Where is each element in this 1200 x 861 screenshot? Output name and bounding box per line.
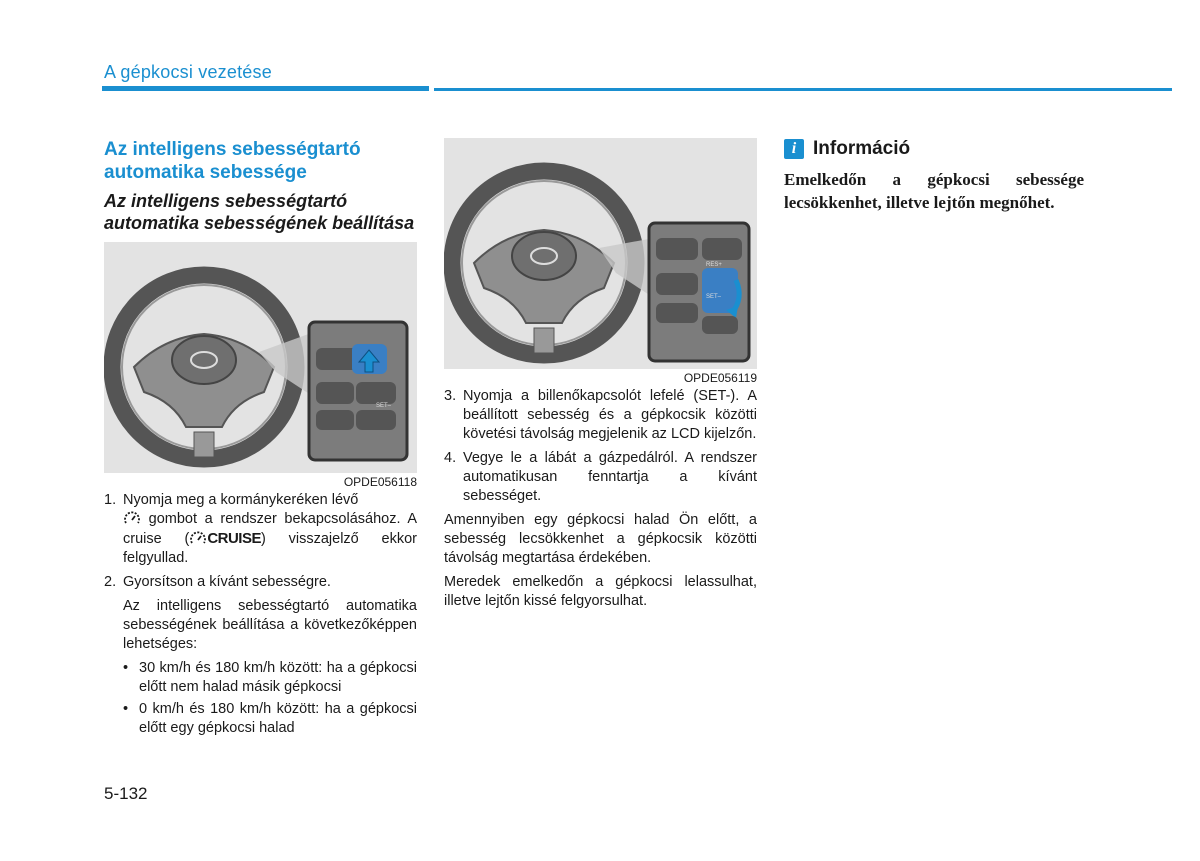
step-1-text-a: Nyomja meg a kormánykeréken lévő [123,492,359,508]
column-left [104,138,417,741]
header-rule-thin [434,88,1172,91]
step-2 [104,573,417,592]
set-label: SET– [376,403,392,409]
step-4 [444,449,757,506]
bullet-text: 0 km/h és 180 km/h között: ha a gépkocsi előtt egy gépkocsi halad [139,701,417,736]
bullet-item [123,700,417,738]
paragraph: Amennyiben egy gépkocsi halad Ön előtt, a sebesség lecsökkenhet a gépkocsik közötti távolság megtartása érdekében. [444,512,757,566]
step-1 [104,491,417,568]
step-2-paragraph: Az intelligens sebességtartó automatika sebességének beállítása a következőképpen lehetséges: [123,598,417,652]
bullet-item [123,659,417,697]
steering-wheel-figure-2 [444,138,757,369]
bullet-mark: • [123,701,129,717]
step-3-text: Nyomja a billenőkapcsolót lefelé (SET-). A beállított sebesség és a gépkocsik közötti követési távolság megjelenik az LCD kijelzőn. [463,388,757,442]
section-title: Az intelligens sebességtartó automatika sebessége [104,139,361,183]
column-right [784,138,1084,214]
step-number: 4. [444,450,457,466]
figure-code: OPDE056119 [683,371,757,385]
cruise-button-icon [123,511,141,525]
header-rule-thick [102,86,429,91]
step-3 [444,387,757,444]
set-label: SET– [706,294,722,300]
res-label: RES+ [706,262,722,268]
step-number: 2. [104,574,117,590]
cruise-indicator-label: CRUISE [207,530,261,547]
step-1-text-c: ) visszajelző ekkor felgyullad. [123,531,417,566]
info-text: Emelkedőn a gépkocsi sebessége lecsökkenhet, illetve lejtőn megnőhet. [784,170,1084,212]
step-number: 1. [104,492,117,508]
steering-wheel-illustration [444,138,757,369]
step-number: 3. [444,388,457,404]
step-4-text: Vegye le a lábát a gázpedálról. A rendszer automatikusan fenntartja a kívánt sebességet. [463,450,757,504]
cruise-indicator-icon [189,531,207,545]
steering-wheel-figure-1 [104,242,417,473]
figure-code: OPDE056118 [343,475,417,489]
step-2-text: Gyorsítson a kívánt sebességre. [123,574,331,590]
paragraph: Meredek emelkedőn a gépkocsi lelassulhat, illetve lejtőn kissé felgyorsulhat. [444,574,757,609]
info-header [784,138,1084,160]
steps-list-left [104,491,417,738]
bullet-mark: • [123,660,129,676]
steering-wheel-illustration [104,242,417,473]
info-icon: i [784,139,804,159]
bullet-text: 30 km/h és 180 km/h között: ha a gépkocsi előtt nem halad másik gépkocsi [139,660,417,695]
column-middle [444,138,757,616]
chapter-title: A gépkocsi vezetése [104,62,272,82]
steps-list-middle [444,387,757,611]
step-1-text-b: gombot a rendszer bekapcsolásához. A cruise ( [123,511,418,547]
subsection-title: Az intelligens sebességtartó automatika sebességének beállítása [104,191,415,233]
page-number: 5-132 [104,784,148,803]
info-title: Információ [813,138,911,159]
